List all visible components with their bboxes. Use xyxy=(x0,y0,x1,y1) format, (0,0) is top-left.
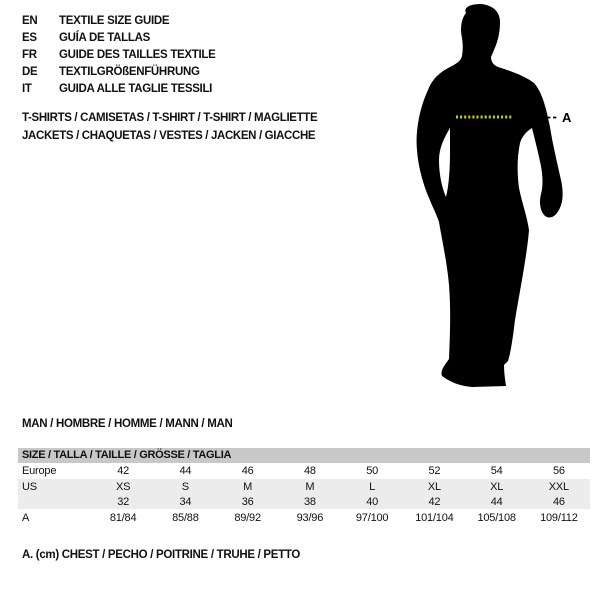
table-cell: 42 xyxy=(403,494,465,509)
language-label: GUIDE DES TAILLES TEXTILE xyxy=(59,49,216,61)
table-cell: 42 xyxy=(117,465,130,477)
table-cell: 44 xyxy=(466,494,528,509)
language-label: TEXTILE SIZE GUIDE xyxy=(59,15,170,27)
language-row xyxy=(22,13,216,30)
language-code: ES xyxy=(22,32,37,44)
category-tshirts: T-SHIRTS / CAMISETAS / T-SHIRT / T-SHIRT / MAGLIETTE xyxy=(22,112,318,124)
table-cell: 46 xyxy=(528,494,590,509)
table-cell: 40 xyxy=(341,494,403,509)
size-table xyxy=(18,448,590,526)
table-cell: 93/96 xyxy=(296,511,324,524)
table-cell: 89/92 xyxy=(234,511,261,524)
table-row-uk xyxy=(18,494,590,509)
table-cell: 44 xyxy=(179,465,192,477)
table-cell: 81/84 xyxy=(109,511,137,524)
row-label xyxy=(18,494,92,509)
language-code: FR xyxy=(22,49,37,61)
measure-label-a: A xyxy=(562,110,572,125)
table-cell: 36 xyxy=(217,494,279,509)
table-cell: 46 xyxy=(241,465,254,477)
table-cell: 54 xyxy=(490,465,503,477)
table-cell: 109/112 xyxy=(540,511,578,524)
table-cell: 105/108 xyxy=(477,511,516,524)
table-row-us xyxy=(18,479,590,494)
table-cell: 34 xyxy=(154,494,216,509)
table-cell: L xyxy=(341,479,403,494)
language-code: DE xyxy=(22,66,38,78)
language-label: TEXTILGRÖßENFÜHRUNG xyxy=(59,66,200,78)
language-row xyxy=(22,30,216,47)
size-table-grid xyxy=(18,463,590,526)
table-cell: 50 xyxy=(366,465,379,477)
table-cell: XL xyxy=(403,479,465,494)
table-row-chest-a xyxy=(18,509,590,526)
language-label: GUÍA DE TALLAS xyxy=(59,32,150,44)
language-code: EN xyxy=(22,15,38,27)
man-silhouette-svg xyxy=(405,0,600,400)
table-cell: 97/100 xyxy=(355,511,389,524)
table-cell: XXL xyxy=(528,479,590,494)
man-silhouette xyxy=(417,4,563,387)
table-cell: 52 xyxy=(428,465,441,477)
table-cell: S xyxy=(154,479,216,494)
language-row xyxy=(22,64,216,81)
man-silhouette-figure xyxy=(405,0,600,400)
language-code: IT xyxy=(22,83,32,95)
table-cell: M xyxy=(217,479,279,494)
table-cell: XL xyxy=(466,479,528,494)
measurement-footnote: A. (cm) CHEST / PECHO / POITRINE / TRUHE / PETTO xyxy=(22,549,301,561)
language-row xyxy=(22,81,216,98)
table-cell: 85/88 xyxy=(172,511,199,524)
table-cell: 101/104 xyxy=(415,511,454,524)
row-label: A xyxy=(22,511,30,524)
table-cell: 56 xyxy=(552,465,565,477)
table-cell: M xyxy=(279,479,341,494)
size-table-header: SIZE / TALLA / TAILLE / GRÖSSE / TAGLIA xyxy=(18,448,590,463)
category-jackets: JACKETS / CHAQUETAS / VESTES / JACKEN / GIACCHE xyxy=(22,129,316,142)
language-list xyxy=(22,13,216,98)
language-label: GUIDA ALLE TAGLIE TESSILI xyxy=(59,83,213,95)
table-cell: 38 xyxy=(279,494,341,509)
table-cell: 48 xyxy=(303,465,316,477)
row-label: US xyxy=(18,479,92,494)
language-row xyxy=(22,47,216,64)
row-label: Europe xyxy=(22,465,57,477)
table-cell: XS xyxy=(92,479,154,494)
section-heading-man: MAN / HOMBRE / HOMME / MANN / MAN xyxy=(22,418,233,430)
table-cell: 32 xyxy=(92,494,154,509)
table-row-europe xyxy=(18,463,590,479)
category-lines xyxy=(22,110,317,145)
